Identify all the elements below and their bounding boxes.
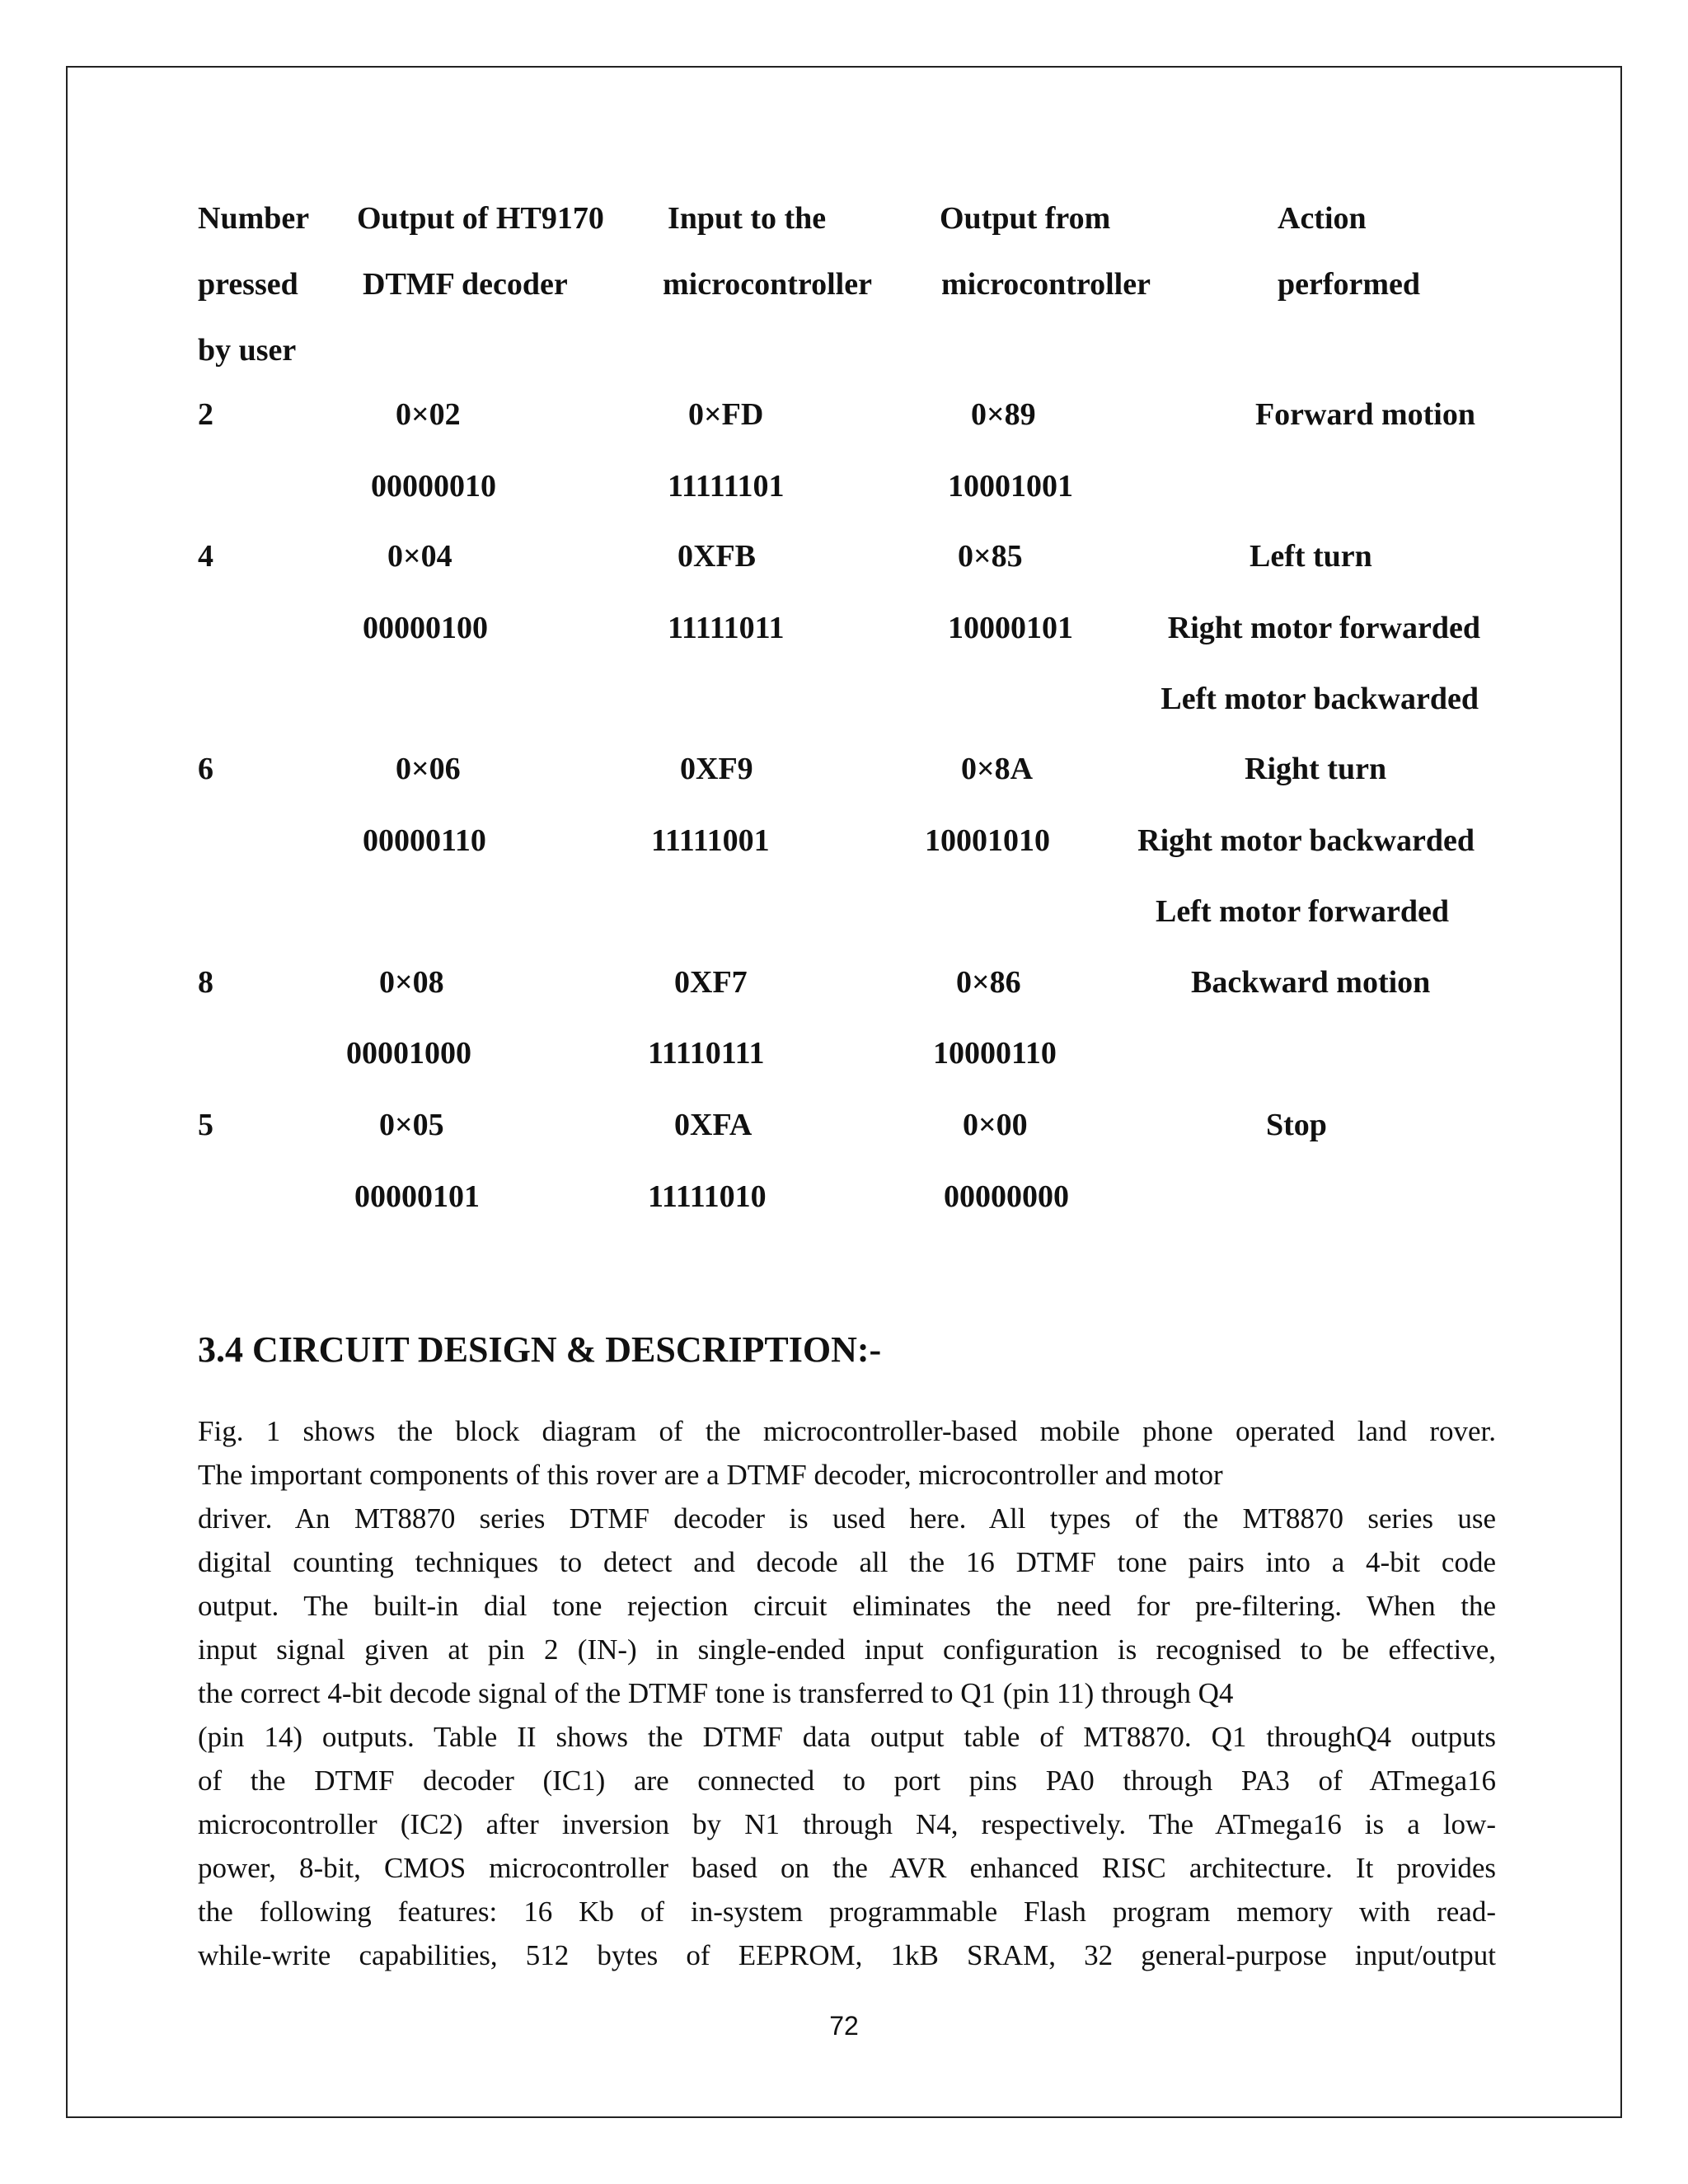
row-output-hex: 0×04 — [387, 539, 452, 574]
row-input-bin: 11111101 — [668, 469, 785, 504]
paragraph-line: Fig. 1 shows the block diagram of the microcontroller-based mobile phone operated land rover. — [198, 1415, 1496, 1447]
row-mc-bin: 10000101 — [948, 611, 1073, 645]
row-input-hex: 0×FD — [688, 397, 764, 432]
row-action: Right turn — [1245, 752, 1387, 786]
header-number-line3: by user — [198, 333, 297, 368]
paragraph-line: the correct 4-bit decode signal of the DTMF tone is transferred to Q1 (pin 11) through Q4 — [198, 1677, 1234, 1709]
row-key: 6 — [198, 752, 213, 786]
row-mc-bin: 10001010 — [925, 823, 1050, 858]
row-action-detail: Left motor forwarded — [1156, 894, 1449, 929]
row-output-bin: 00000110 — [363, 823, 486, 858]
paragraph-line: output. The built-in dial tone rejection circuit eliminates the need for pre-filtering. When the — [198, 1590, 1496, 1622]
row-action: Left turn — [1250, 539, 1372, 574]
row-output-bin: 00000010 — [371, 469, 496, 504]
paragraph-line: digital counting techniques to detect and decode all the 16 DTMF tone pairs into a 4-bit code — [198, 1546, 1496, 1578]
row-output-hex: 0×02 — [396, 397, 461, 432]
paragraph-line: input signal given at pin 2 (IN-) in single-ended input configuration is recognised to be effective, — [198, 1633, 1496, 1666]
header-mcout-line1: Output from — [940, 201, 1111, 236]
paragraph-line: driver. An MT8870 series DTMF decoder is used here. All types of the MT8870 series use — [198, 1502, 1496, 1535]
section-paragraph — [198, 1409, 1496, 1977]
row-action-detail: Right motor forwarded — [1167, 611, 1480, 645]
row-input-hex: 0XFB — [678, 539, 756, 574]
header-input-line1: Input to the — [668, 201, 827, 236]
row-output-bin: 00000101 — [354, 1179, 480, 1214]
page-number: 72 — [829, 2011, 859, 2041]
row-mc-hex: 0×89 — [971, 397, 1036, 432]
row-output-hex: 0×05 — [379, 1108, 444, 1142]
header-mcout-line2: microcontroller — [941, 267, 1151, 302]
row-key: 2 — [198, 397, 213, 432]
paragraph-line: while-write capabilities, 512 bytes of EEPROM, 1kB SRAM, 32 general-purpose input/output — [198, 1939, 1496, 1971]
row-mc-hex: 0×86 — [956, 965, 1021, 1000]
row-key: 4 — [198, 539, 213, 574]
paragraph-line: The important components of this rover are a DTMF decoder, microcontroller and motor — [198, 1459, 1223, 1491]
row-input-hex: 0XF7 — [674, 965, 748, 1000]
paragraph-line: of the DTMF decoder (IC1) are connected to port pins PA0 through PA3 of ATmega16 — [198, 1765, 1496, 1797]
row-action: Forward motion — [1254, 397, 1475, 432]
header-number-line2: pressed — [198, 267, 298, 302]
section-heading: 3.4 CIRCUIT DESIGN & DESCRIPTION:- — [198, 1329, 882, 1370]
row-output-hex: 0×08 — [379, 965, 444, 1000]
row-mc-hex: 0×00 — [963, 1108, 1028, 1142]
header-action-line1: Action — [1278, 201, 1367, 236]
row-action: Backward motion — [1191, 965, 1431, 1000]
row-mc-bin: 10000110 — [933, 1036, 1057, 1071]
paragraph-line: (pin 14) outputs. Table II shows the DTMF data output table of MT8870. Q1 throughQ4 outputs — [198, 1721, 1496, 1753]
row-key: 8 — [198, 965, 213, 1000]
paragraph-line: the following features: 16 Kb of in-system programmable Flash program memory with read- — [198, 1896, 1496, 1928]
paragraph-line: power, 8-bit, CMOS microcontroller based on the AVR enhanced RISC architecture. It provides — [198, 1852, 1496, 1884]
row-mc-bin: 00000000 — [944, 1179, 1069, 1214]
header-input-line2: microcontroller — [663, 267, 872, 302]
header-number-line1: Number — [198, 201, 310, 236]
row-mc-bin: 10001001 — [948, 469, 1073, 504]
header-output-line2: DTMF decoder — [363, 267, 568, 302]
row-input-bin: 11111001 — [651, 823, 770, 858]
row-output-bin: 00001000 — [346, 1036, 471, 1071]
header-output-line1: Output of HT9170 — [357, 201, 604, 236]
row-mc-hex: 0×8A — [961, 752, 1034, 786]
row-input-bin: 11110111 — [648, 1036, 765, 1071]
row-output-hex: 0×06 — [396, 752, 461, 786]
row-input-bin: 11111011 — [668, 611, 785, 645]
row-input-bin: 11111010 — [648, 1179, 767, 1214]
header-action-line2: performed — [1278, 267, 1421, 302]
row-output-bin: 00000100 — [363, 611, 488, 645]
row-input-hex: 0XF9 — [680, 752, 753, 786]
row-key: 5 — [198, 1108, 213, 1142]
row-input-hex: 0XFA — [674, 1108, 753, 1142]
row-mc-hex: 0×85 — [958, 539, 1023, 574]
row-action-detail: Left motor backwarded — [1160, 682, 1479, 716]
row-action-detail: Right motor backwarded — [1137, 823, 1475, 858]
paragraph-line: microcontroller (IC2) after inversion by N1 through N4, respectively. The ATmega16 is a low- — [198, 1808, 1496, 1840]
row-action: Stop — [1266, 1108, 1327, 1142]
